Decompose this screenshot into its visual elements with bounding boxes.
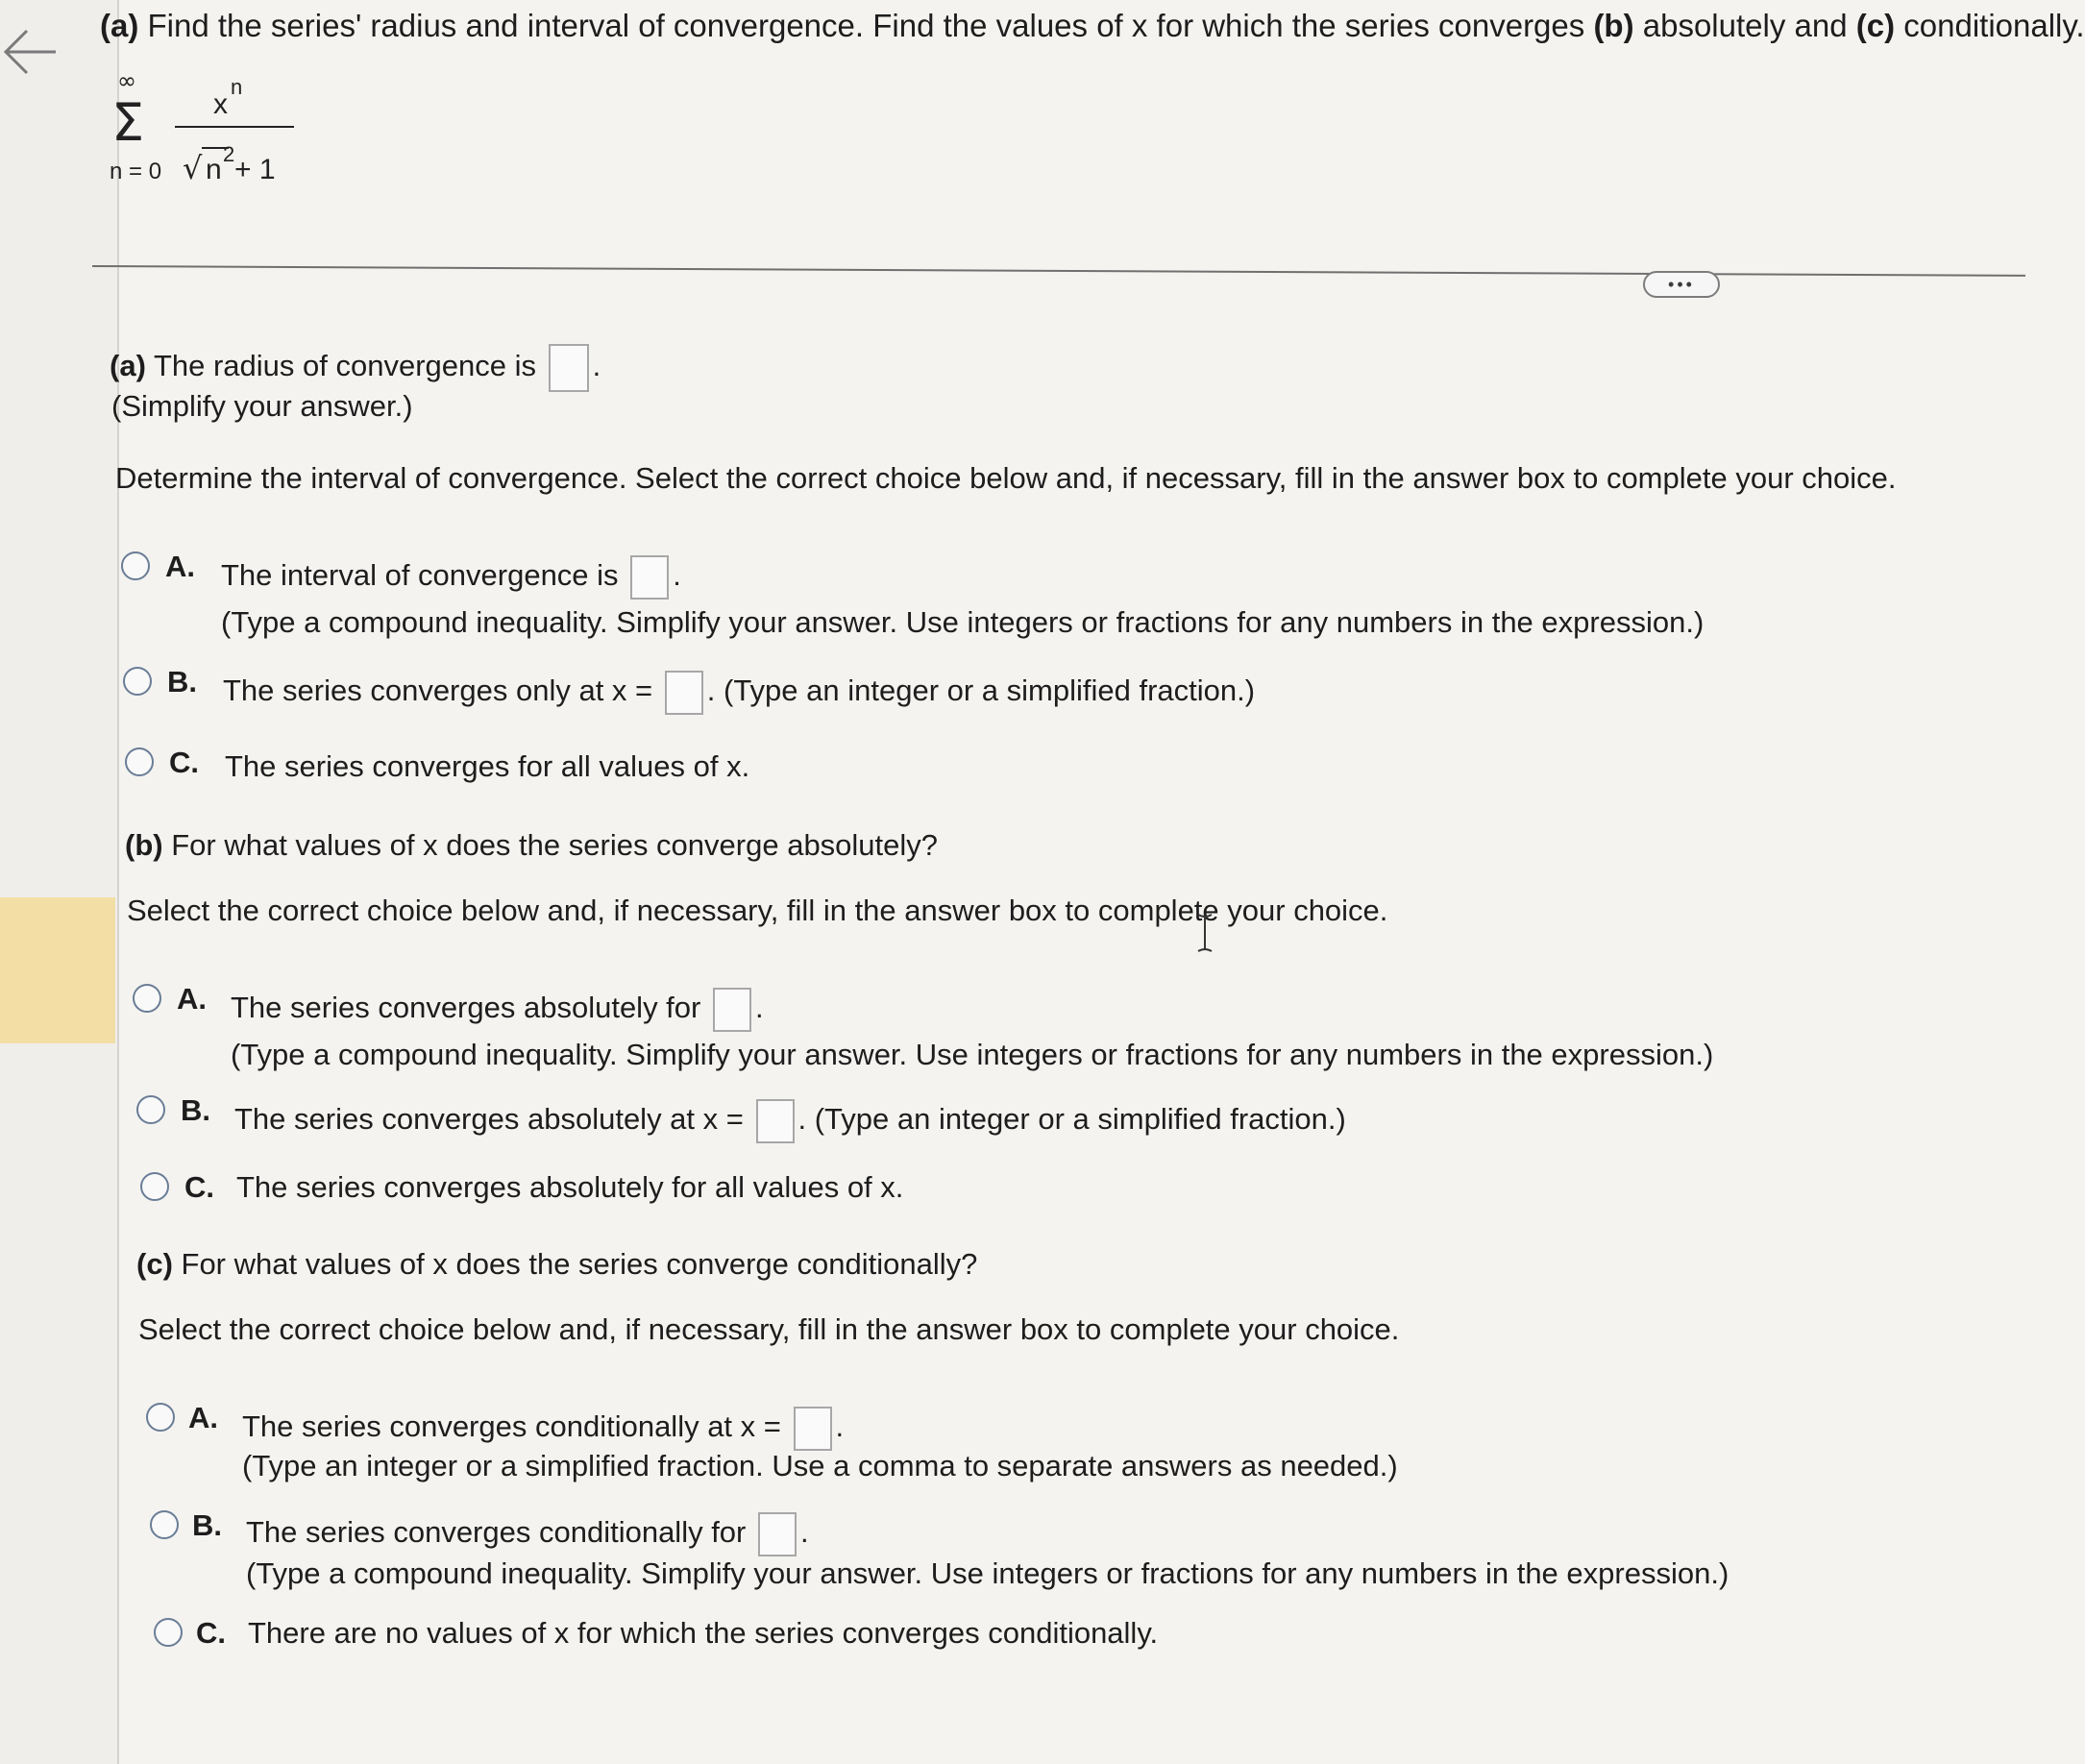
- interval-single-point-box[interactable]: [665, 671, 703, 715]
- conditional-interval-box[interactable]: [758, 1512, 797, 1556]
- denominator-n: n: [206, 154, 222, 185]
- text-cursor-icon: [1195, 913, 1214, 953]
- conditional-point-box[interactable]: [794, 1407, 832, 1451]
- interval-prompt: Determine the interval of convergence. Select the correct choice below and, if necessary, fill in the answer box to complete your choice.: [115, 461, 1897, 495]
- interval-choice-a-letter: A.: [165, 550, 195, 583]
- absolute-choice-b-radio[interactable]: [136, 1095, 165, 1124]
- sum-lower-limit: n = 0: [110, 159, 162, 184]
- series-expression: [106, 67, 317, 192]
- radius-hint: (Simplify your answer.): [111, 389, 413, 423]
- conditional-choice-b-letter: B.: [192, 1508, 222, 1542]
- numerator-x: x: [213, 88, 228, 120]
- conditional-choice-a-radio[interactable]: [146, 1403, 175, 1432]
- absolute-choice-b-text: The series converges absolutely at x = . (Type an integer or a simplified fraction.): [234, 1099, 1346, 1143]
- denominator-exponent: 2: [223, 142, 235, 166]
- radius-prompt: (a) The radius of convergence is .: [110, 344, 601, 392]
- radius-answer-box[interactable]: [549, 344, 589, 392]
- conditional-choice-b-text: The series converges conditionally for .: [246, 1512, 809, 1556]
- denominator-tail: + 1: [234, 154, 276, 185]
- interval-choice-c-radio[interactable]: [125, 747, 154, 776]
- interval-choice-c-letter: C.: [169, 746, 199, 779]
- conditional-choice-c-radio[interactable]: [154, 1618, 183, 1647]
- interval-choice-a-hint: (Type a compound inequality. Simplify your answer. Use integers or fractions for any numbers in the expression.): [221, 605, 1705, 639]
- conditional-choice-a-letter: A.: [188, 1401, 218, 1434]
- interval-choice-c-text[interactable]: The series converges for all values of x.: [225, 749, 750, 783]
- conditional-question: (c) For what values of x does the series converge conditionally?: [136, 1247, 978, 1281]
- section-divider: [92, 265, 2025, 277]
- interval-choice-a-text: The interval of convergence is .: [221, 555, 681, 600]
- interval-choice-b-text: The series converges only at x = . (Type an integer or a simplified fraction.): [223, 671, 1255, 715]
- interval-choice-a-radio[interactable]: [121, 551, 150, 580]
- more-options-button[interactable]: •••: [1643, 271, 1720, 298]
- conditional-prompt: Select the correct choice below and, if necessary, fill in the answer box to complete your choice.: [138, 1312, 1400, 1346]
- sigma-symbol: Σ: [111, 92, 145, 153]
- absolute-choice-a-text: The series converges absolutely for .: [231, 988, 764, 1032]
- absolute-choice-a-hint: (Type a compound inequality. Simplify your answer. Use integers or fractions for any numbers in the expression.): [231, 1038, 1714, 1071]
- absolute-question: (b) For what values of x does the series converge absolutely?: [125, 828, 939, 862]
- conditional-choice-c-letter: C.: [196, 1616, 226, 1650]
- interval-answer-box[interactable]: [630, 555, 669, 600]
- conditional-choice-b-radio[interactable]: [150, 1510, 179, 1539]
- question-text: (a) Find the series' radius and interval of convergence. Find the values of x for which the series converges (b) absolutely and (c) conditionally.: [100, 8, 2085, 43]
- absolute-choice-b-letter: B.: [181, 1093, 210, 1127]
- sum-upper-limit: ∞: [117, 67, 136, 94]
- conditional-choice-a-hint: (Type an integer or a simplified fraction. Use a comma to separate answers as needed.): [242, 1449, 1398, 1482]
- conditional-choice-a-text: The series converges conditionally at x = .: [242, 1407, 844, 1451]
- question-highlight-marker: [0, 897, 115, 1043]
- conditional-choice-c-text[interactable]: There are no values of x for which the series converges conditionally.: [248, 1616, 1159, 1650]
- back-arrow-icon[interactable]: [2, 23, 60, 81]
- numerator-exponent: n: [231, 75, 243, 99]
- absolute-choice-a-radio[interactable]: [133, 984, 161, 1013]
- radical-symbol: √: [183, 150, 203, 186]
- absolute-point-box[interactable]: [756, 1099, 795, 1143]
- absolute-choice-c-letter: C.: [184, 1170, 214, 1204]
- absolute-interval-box[interactable]: [713, 988, 751, 1032]
- absolute-choice-a-letter: A.: [177, 982, 207, 1016]
- interval-choice-b-letter: B.: [167, 665, 197, 698]
- conditional-choice-b-hint: (Type a compound inequality. Simplify your answer. Use integers or fractions for any numbers in the expression.): [246, 1556, 1729, 1590]
- absolute-prompt: Select the correct choice below and, if necessary, fill in the answer box to complete your choice.: [127, 894, 1388, 927]
- interval-choice-b-radio[interactable]: [123, 667, 152, 696]
- absolute-choice-c-radio[interactable]: [140, 1172, 169, 1201]
- absolute-choice-c-text[interactable]: The series converges absolutely for all values of x.: [236, 1170, 904, 1204]
